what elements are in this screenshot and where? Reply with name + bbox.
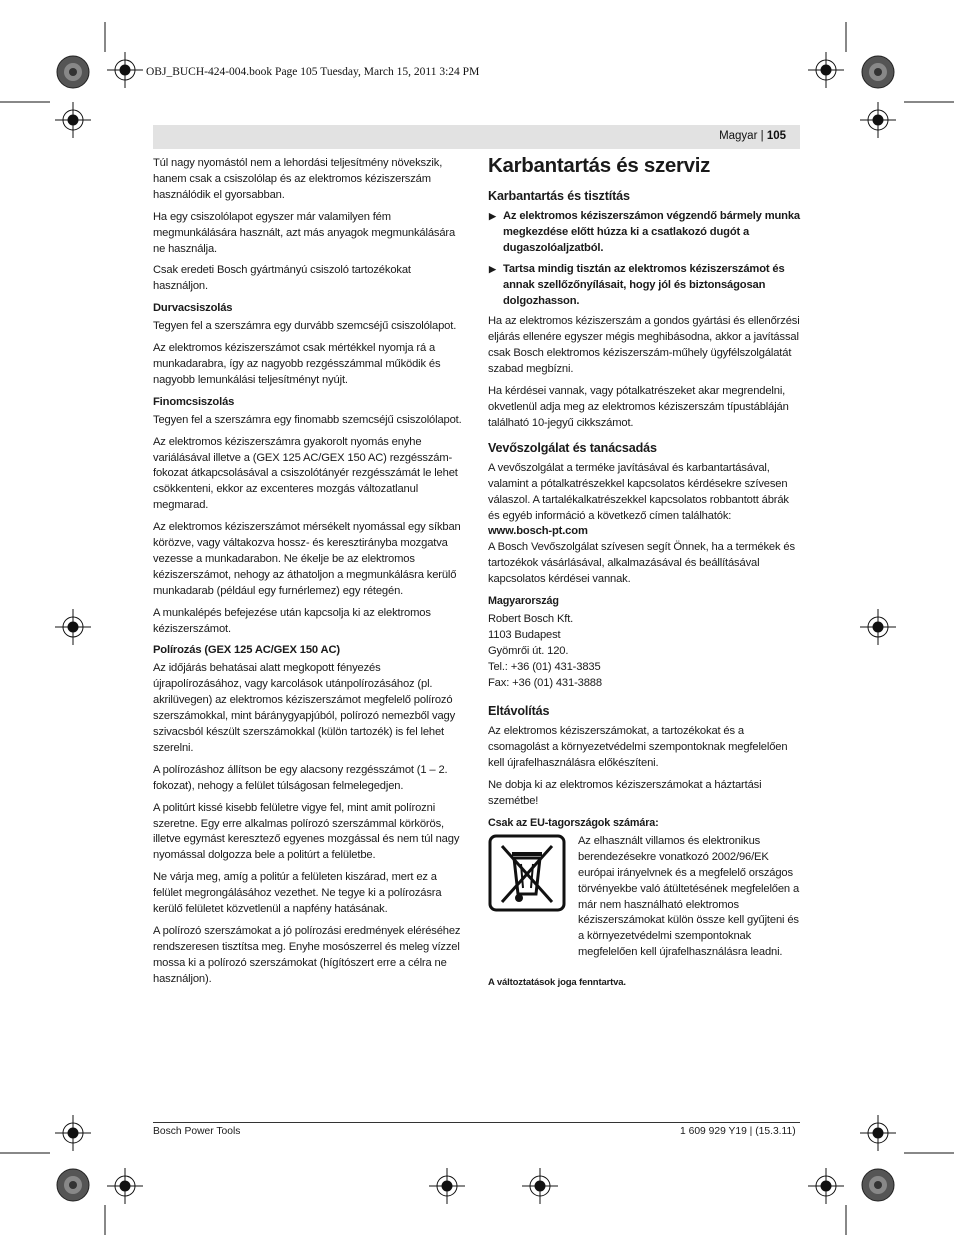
crossed-out-wheelie-bin-icon bbox=[488, 834, 566, 912]
footer-doc-number: 1 609 929 Y19 | (15.3.11) bbox=[680, 1126, 796, 1137]
right-column bbox=[488, 153, 801, 991]
paragraph: Tegyen fel a szerszámra egy finomabb szemcséjű csiszolólapot. bbox=[153, 413, 462, 426]
fax-line: Fax: +36 (01) 431-3888 bbox=[488, 676, 602, 689]
footer-divider bbox=[153, 1122, 800, 1123]
country-heading: Magyarország bbox=[488, 595, 559, 608]
paragraph: Az elektromos kéziszerszámot mérsékelt nyomással egy síkban körözve, vagy váltakozva hossz- és keresztirányba mozgatva vezesse a munkadarabon. Ne ékelje be az elektromos kéziszerszámot, nehogy az áthatoljon a megmunkálásra kerülő munkadarab (például egy furnérlemez) egy rétegén. bbox=[153, 521, 461, 597]
paragraph: Túl nagy nyomástól nem a lehordási teljesítmény növekszik, hanem csak a csiszolólap és az elektromos kéziszerszám használódik el gyorsabban. bbox=[153, 157, 443, 201]
page-header bbox=[153, 125, 800, 149]
eu-disposal-text: Az elhasznált villamos és elektronikus berendezésekre vonatkozó 2002/96/EK európai irányelvnek és a megfelelő országos törvényekbe való átültetésének megfelelően a már nem használható elektromos kéziszerszámokat külön össze kell gyűjteni és a környezetvédelmi szempontoknak megfelelően kell újrafelhasználásra leadni. bbox=[578, 834, 800, 959]
print-info-line: OBJ_BUCH-424-004.book Page 105 Tuesday, March 15, 2011 3:24 PM bbox=[146, 66, 480, 78]
bullet-text: Az elektromos kéziszerszámon végzendő bármely munka megkezdése előtt húzza ki a csatlakozó dugót a dugaszolóaljzatból. bbox=[503, 210, 801, 254]
paragraph: Az elektromos kéziszerszámokat, a tartozékokat és a csomagolást a környezetvédelmi szempontoknak megfelelően kell újrafelhasználásra előkészíteni. bbox=[488, 725, 788, 770]
subheading-fine-sanding: Finomcsiszolás bbox=[153, 395, 235, 408]
address-line: Robert Bosch Kft. bbox=[488, 612, 574, 625]
paragraph: Az elektromos kéziszerszámra gyakorolt nyomás enyhe variálásával illetve a (GEX 125 AC/GEX 150 AC) rezgésszám-fokozat átkapcsolásával a csiszolótányér rezgésszámát le lehet csökkenteni, ekkor az excenteres mozgás változatlanul megmarad. bbox=[153, 435, 458, 512]
footer-brand: Bosch Power Tools bbox=[153, 1126, 241, 1137]
subheading-polishing: Polírozás (GEX 125 AC/GEX 150 AC) bbox=[153, 644, 340, 657]
triangle-bullet-icon: ▶ bbox=[489, 211, 496, 221]
section-title: Karbantartás és szerviz bbox=[488, 154, 711, 177]
subheading-coarse-sanding: Durvacsiszolás bbox=[153, 302, 233, 315]
paragraph: A munkalépés befejezése után kapcsolja ki az elektromos kéziszerszámot. bbox=[153, 606, 431, 635]
address-block bbox=[488, 612, 801, 692]
page-number: 105 bbox=[766, 130, 786, 142]
heading-customer-service: Vevőszolgálat és tanácsadás bbox=[488, 440, 657, 455]
left-column bbox=[153, 156, 465, 994]
rights-note: A változtatások joga fenntartva. bbox=[488, 977, 626, 989]
paragraph: A Bosch Vevőszolgálat szívesen segít Önnek, ha a termékek és tartozékok vásárlásával, alkalmazásával és beállításával kapcsolatos kérdései vannak. bbox=[488, 541, 795, 586]
paragraph: A polírozó szerszámokat a jó polírozási eredmények eléréséhez rendszeresen tisztítsa meg. Enyhe mosószerrel és meleg vízzel mossa ki a polírozó szerszámokat (hígítószert erre a célra ne használjon). bbox=[153, 924, 461, 985]
eu-heading: Csak az EU-tagországok számára: bbox=[488, 817, 659, 829]
header-separator: | bbox=[757, 130, 767, 142]
paragraph: Az elektromos kéziszerszámot csak mértékkel nyomja rá a munkadarabra, így az nagyobb rezgésszámmal működik és nagyobb lemunkálási teljesítményt nyújt. bbox=[153, 342, 441, 386]
paragraph: Ha kérdései vannak, vagy pótalkatrészeket akar megrendelni, okvetlenül adja meg az elektromos kéziszerszám típustábláján található 10-jegyű cikkszámot. bbox=[488, 385, 789, 429]
address-line: Gyömrői út. 120. bbox=[488, 644, 569, 657]
paragraph: Ne dobja ki az elektromos kéziszerszámokat a háztartási szemétbe! bbox=[488, 779, 762, 808]
paragraph: A polírozáshoz állítson be egy alacsony rezgésszámot (1 – 2. fokozat), nehogy a felület túlságosan felmelegedjen. bbox=[153, 763, 448, 792]
paragraph: Csak eredeti Bosch gyártmányú csiszoló tartozékokat használjon. bbox=[153, 264, 411, 293]
weee-block bbox=[488, 834, 801, 961]
safety-bullet bbox=[488, 209, 801, 257]
paragraph: A vevőszolgálat a terméke javításával és karbantartásával, valamint a pótalkatrészekkel kapcsolatos kérdésekre szívesen válaszol. A tartalékalkatrészekkel kapcsolatos robbantott ábrák és egyéb információ a következő címen találhatók: bbox=[488, 461, 789, 522]
address-line: 1103 Budapest bbox=[488, 628, 561, 641]
header-language: Magyar bbox=[719, 130, 758, 142]
safety-bullet bbox=[488, 262, 801, 310]
bullet-text: Tartsa mindig tisztán az elektromos kéziszerszámot és annak szellőzőnyílásait, hogy jól és biztonságosan dolgozhasson. bbox=[503, 262, 785, 307]
paragraph: A politúrt kissé kisebb felületre vigye fel, mint amit polírozni szeretne. Egy erre alkalmas polírozó szerszámmal körkörös, illetve egymást keresztező egyenes mozgással és nem túl nagy nyomással dolgozza bele a politúrt a felületbe. bbox=[153, 801, 460, 862]
heading-maintenance: Karbantartás és tisztítás bbox=[488, 189, 630, 203]
paragraph: Ne várja meg, amíg a politúr a felületen kiszárad, mert ez a felület megrongálásához vezethet. Ne tegye ki a polírozásra kerülő felületet közvetlenül a napfény hatásának. bbox=[153, 871, 442, 916]
header-label bbox=[719, 130, 786, 142]
paragraph: Tegyen fel a szerszámra egy durvább szemcséjű csiszolólapot. bbox=[153, 320, 457, 333]
triangle-bullet-icon: ▶ bbox=[489, 263, 496, 274]
heading-disposal: Eltávolítás bbox=[488, 704, 550, 719]
paragraph: Az időjárás behatásai alatt megkopott fényezés újrapolírozásához, vagy karcolások utánpolírozásához (pl. akrilüvegen) az elektromos kéziszerszámot megfelelő polírozó szerszámokkal, mint báránygyapjúból, polírozó nemezből vagy szivacsból készült szerszámokkal (külön tartozék) is fel lehet szerelni. bbox=[153, 662, 456, 754]
paragraph: Ha az elektromos kéziszerszám a gondos gyártási és ellenőrzési eljárás ellenére egyszer mégis meghibásodna, akkor a javítással csak Bosch elektromos kéziszerszám-műhely ügyfélszolgálatát szabad megbízni. bbox=[488, 315, 800, 376]
service-url: www.bosch-pt.com bbox=[488, 525, 588, 538]
paragraph: Ha egy csiszolólapot egyszer már valamilyen fém megmunkálására használt, azt más anyagok megmunkálására ne használja. bbox=[153, 210, 456, 255]
phone-line: Tel.: +36 (01) 431-3835 bbox=[488, 660, 601, 673]
